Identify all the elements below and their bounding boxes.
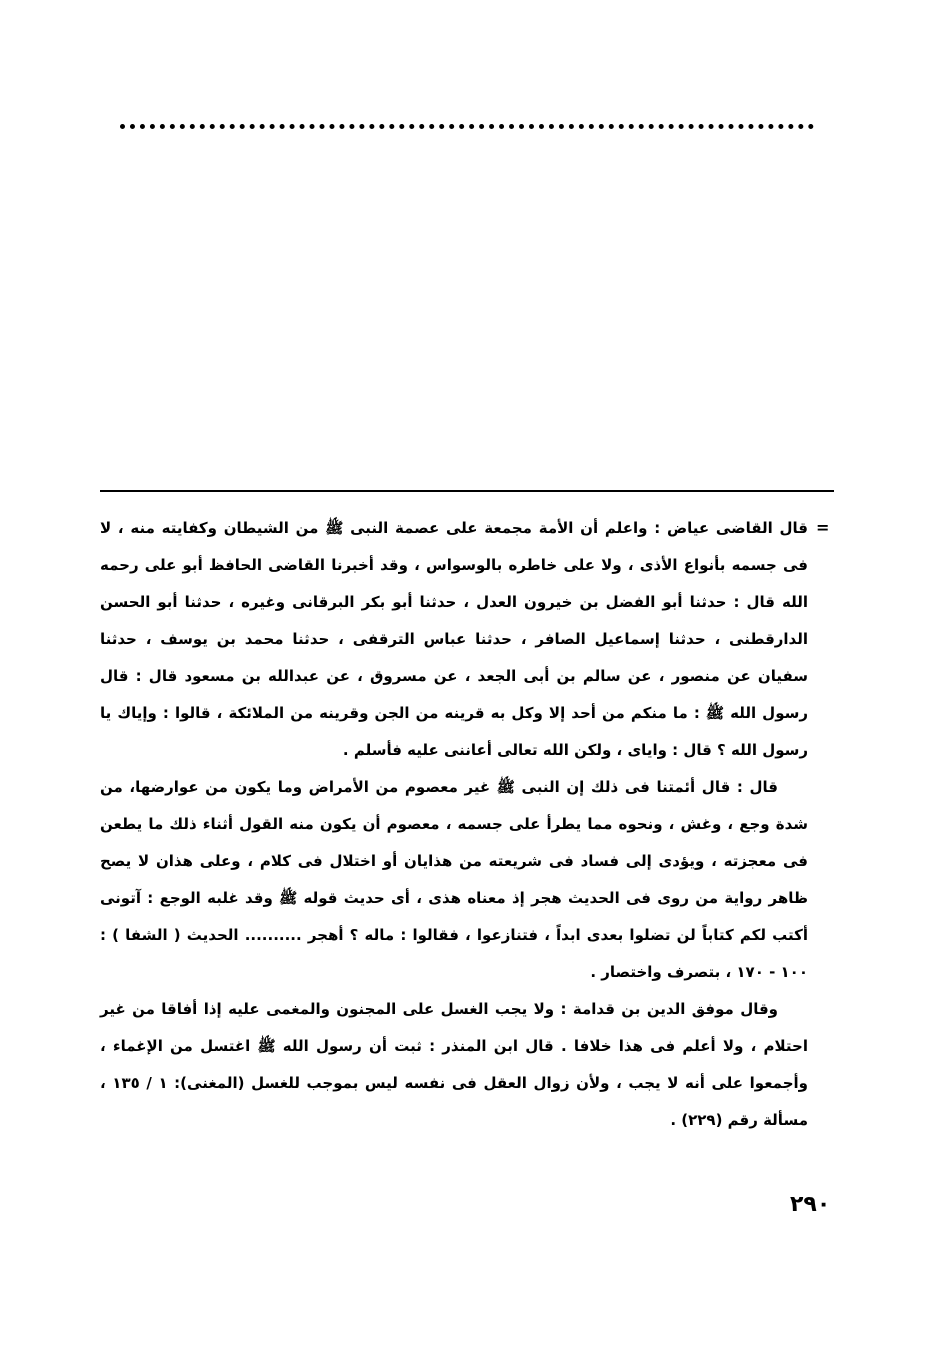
dotted-separator [120,124,814,129]
page-number: ٢٩٠ [790,1192,831,1217]
footnote-continuation-marker: = [816,518,830,537]
footnote-separator-line [100,490,834,492]
footnote-paragraph-1: قال القاضى عياض : واعلم أن الأمة مجمعة على عصمة النبى ﷺ من الشيطان وكفايته منه ، لا فى جسمه بأنواع الأذى ، ولا على خاطره بالوسواس ، وقد أخبرنا القاضى الحافظ أبو على رحمه الله قال : حدثنا أبو الفضل بن خيرون العدل ، حدثنا أبو بكر البرقانى وغيره ، حدثنا أبو الحسن الدارقطنى ، حدثنا إسماعيل الصافر ، حدثنا عباس الترقفى ، حدثنا محمد بن يوسف ، حدثنا سفيان عن منصور ، عن سالم بن أبى الجعد ، عن مسروق ، عن عبدالله بن مسعود قال : قال رسول الله ﷺ : ما منكم من أحد إلا وكل به قرينه من الجن وقرينه من الملائكة ، قالوا : وإياك يا رسول الله ؟ قال : واياى ، ولكن الله تعالى أعاننى عليه فأسلم . [100,519,808,759]
footnote-paragraph-3: وقال موفق الدين بن قدامة : ولا يجب الغسل على المجنون والمغمى عليه إذا أفاقا من غير احتلام ، ولا أعلم فى هذا خلافا . قال ابن المنذر : ثبت أن رسول الله ﷺ اغتسل من الإغماء ، وأجمعوا على أنه لا يجب ، ولأن زوال العقل فى نفسه ليس بموجب للغسل (المغنى): ١ / ١٣٥ ، مسألة رقم (٢٢٩) . [100,1000,808,1129]
footnote-block [100,510,808,1139]
footnote-paragraph-2: قال : قال أئمتنا فى ذلك إن النبى ﷺ غير معصوم من الأمراض وما يكون من عوارضها، من شدة وجع ، وغش ، ونحوه مما يطرأ على جسمه ، معصوم أن يكون منه القول أثناء ذلك ما يطعن فى معجزته ، ويؤدى إلى فساد فى شريعته من هذايان أو اختلال فى كلام ، وعلى هذان لا يصح ظاهر رواية من روى فى الحديث هجر إذ معناه هذى ، أى حديث قوله ﷺ وقد غلبه الوجع : آتونى أكتب لكم كتاباً لن تضلوا بعدى ابداً ، فتنازعوا ، فقالوا : ماله ؟ أهجر .......... الحديث ( الشفا ) : ١٠٠ - ١٧٠ ، بتصرف واختصار . [100,778,808,981]
